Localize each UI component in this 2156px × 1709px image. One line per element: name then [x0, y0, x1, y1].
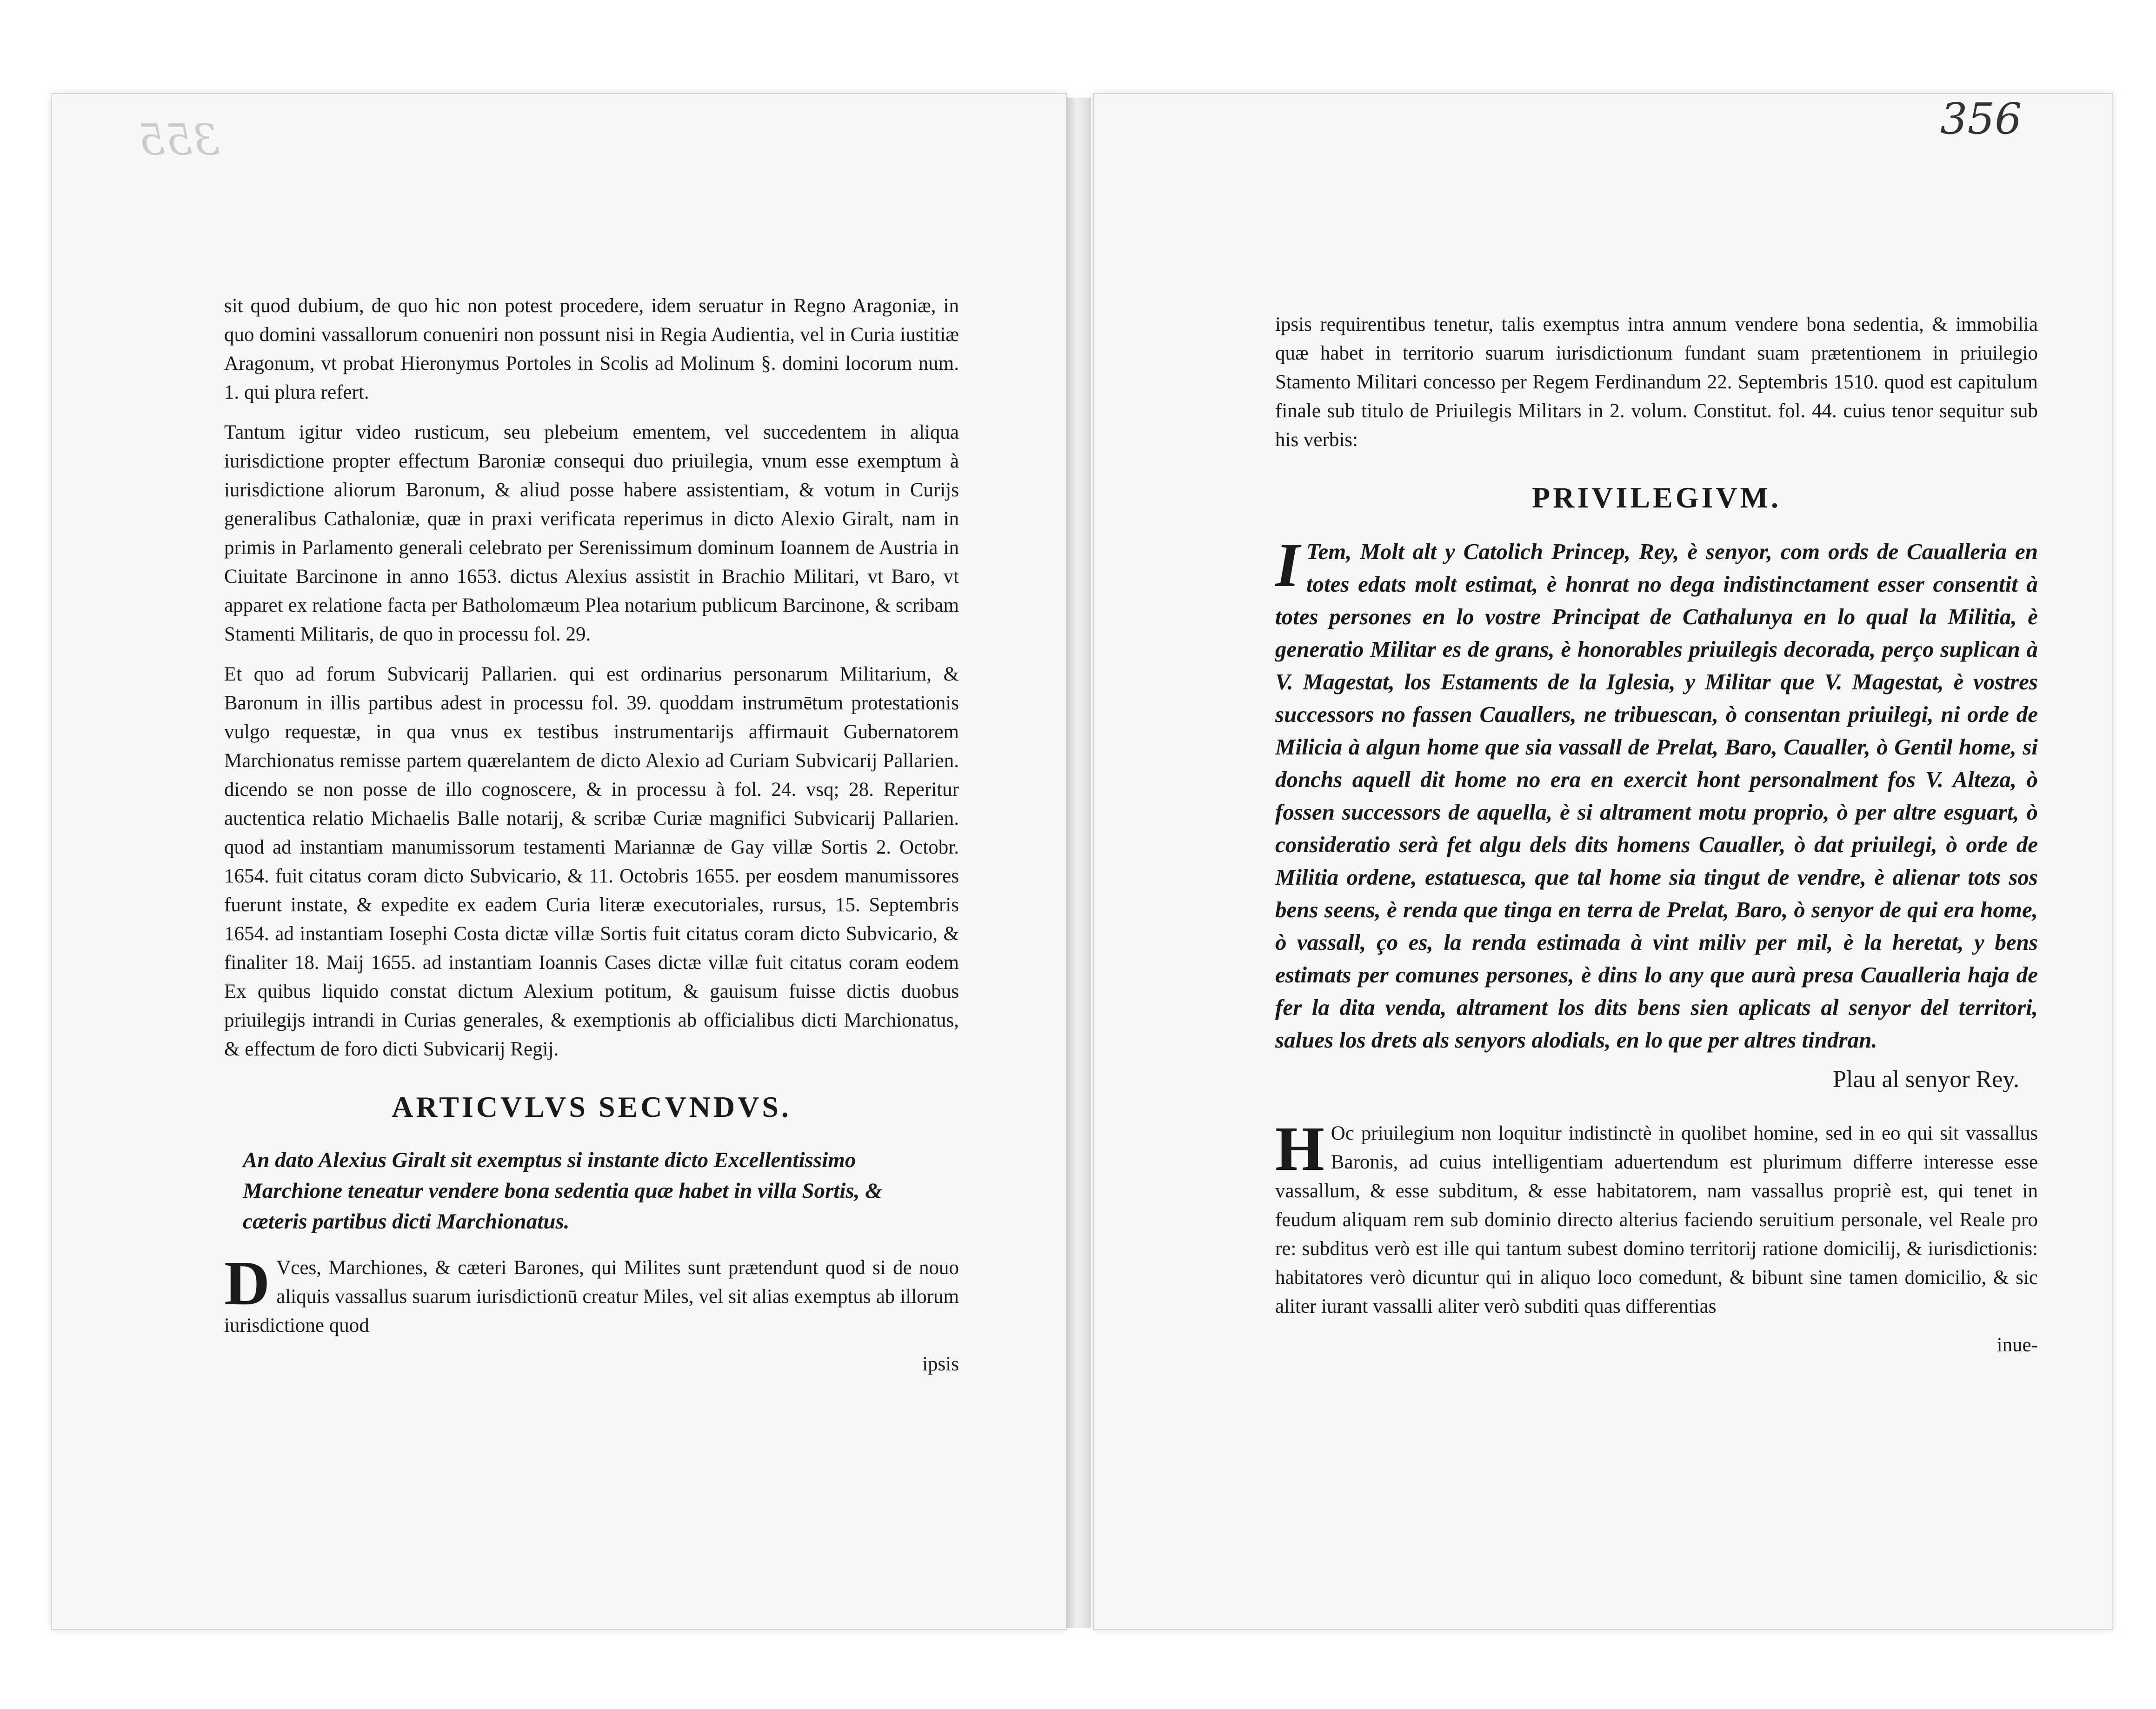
dropcap-h: H	[1275, 1114, 1324, 1184]
privilege-text	[1275, 530, 2038, 1056]
left-text-column	[224, 292, 959, 1377]
commentary-paragraph	[1275, 1114, 2038, 1321]
left-paragraph-1: sit quod dubium, de quo hic non potest procedere, idem seruatur in Regno Aragoniæ, in quo domini vassallorum conueniri non possunt nisi in Regia Audientia, vel in Curia iustitiæ Aragonum, vt probat Hieronymus Portoles in Scolis ad Molinum §. domini locorum num. 1. qui plura refert.	[224, 295, 959, 403]
right-intro-paragraph: ipsis requirentibus tenetur, talis exemptus intra annum vendere bona sedentia, & immobilia quæ habet in territorio suarum iurisdictionum fundant suam prætentionem in priuilegio Stamento Militari concesso per Regem Ferdinandum 22. Septembris 1510. quod est capitulum finale sub titulo de Priuilegis Militars in 2. volum. Constitut. fol. 44. cuius tenor sequitur sub his verbis:	[1275, 314, 2038, 451]
commentary-text: Oc priuilegium non loquitur indistinctè in quolibet homine, sed in eo qui sit vassallus Baronis, ad cuius intelligentiam aduertendum est plurimum differre interesse esse vassallum, & esse subditum, & esse habitatorem, nam vassallus propriè est, qui tenet in feudum aliquam rem sub dominio directo alterius faciendo seruitium personale, vel Reale pro re: subditus verò est ille qui tantum subest domino territorij ratione domicilij, & iurisdictionis: habitatores verò dicuntur qui in aliquo loco comedunt, & bibunt sine tamen domicilio, & sic aliter iurant vassalli aliter verò subditi quas differentias	[1275, 1122, 2038, 1317]
royal-assent: Plau al senyor Rey.	[1833, 1066, 2019, 1093]
left-final-text: Vces, Marchiones, & cæteri Barones, qui Milites sunt prætendunt quod si de nouo aliquis vassallus suarum iurisdictionū creatur Miles, vel sit alias exemptus ab illorum iurisdictione quod	[224, 1257, 959, 1336]
article-heading: ARTICVLVS SECVNDVS.	[392, 1090, 792, 1123]
left-catchword: ipsis	[922, 1353, 959, 1375]
right-catchword: inue-	[1996, 1334, 2038, 1356]
article-question: An dato Alexius Giralt sit exemptus si instante dicto Excellentissimo Marchione teneatur vendere bona sedentia quæ habet in villa Sortis, & cæteris partibus dicti Marchionatus.	[243, 1148, 882, 1234]
book-spine	[1067, 98, 1091, 1628]
dropcap-d: D	[224, 1248, 270, 1318]
privilege-body: Tem, Molt alt y Catolich Princep, Rey, è senyor, com ords de Caualleria en totes edats molt estimat, è honrat no dega indistinctament esser consentit à totes persones en lo vostre Principat de Cathalunya en lo qual la Militia, è generatio Militar es de grans, è honorables priuilegis decorada, perço suplican à V. Magestat, los Estaments de la Iglesia, y Militar que V. Magestat, è vostres successors no fassen Cauallers, ne tribuescan, ò consentan priuilegi, ni orde de Milicia à algun home que sia vassall de Prelat, Baro, Caualler, ò Gentil home, si donchs aquell dit home no era en exercit hont personalment fos V. Alteza, ò fossen successors de aquella, è si altrament motu proprio, ò per altre esguart, ò consideratio serà fet algu dels dits homens Caualler, ò dat priuilegi, ò orde de Militia ordene, estatuesca, que tal home sia tingut de vendre, è alienar tots sos bens seens, è renda que tinga en terra de Prelat, Baro, ò senyor de qui era home, ò vassall, ço es, la renda estimada à vint miliv per mil, è la heretat, y bens estimats per comunes persones, è dins lo any que aurà presa Caualleria haja de fer la dita venda, altrament los dits bens sien aplicats al senyor del territori, salues los drets als senyors alodials, en lo que per altres tindran.	[1275, 539, 2038, 1053]
right-text-column	[1275, 310, 2038, 1358]
left-page	[51, 93, 1067, 1630]
dropcap-i: I	[1275, 530, 1300, 600]
privilege-heading: PRIVILEGIVM.	[1531, 481, 1782, 514]
folio-number-left: 355	[138, 115, 220, 165]
left-final-paragraph	[224, 1248, 959, 1340]
left-paragraph-3: Et quo ad forum Subvicarij Pallarien. qui est ordinarius personarum Militarium, & Baronum in illis partibus adest in processu fol. 39. quoddam instrumētum protestationis vulgo requestæ, in qua vnus ex testibus instrumentarijs affirmauit Gubernatorem Marchionatus remisse partem quærelantem de dicto Alexio ad Curiam Subvicarij Pallarien. dicendo se non posse de illo cognoscere, & in processu à fol. 24. vsq; 28. Reperitur auctentica relatio Michaelis Balle notarij, & scribæ Curiæ magnifici Subvicarij Pallarien. quod ad instantiam manumissorum testamenti Mariannæ de Gay villæ Sortis 2. Octobr. 1654. fuit citatus coram dicto Subvicario, & 11. Octobris 1655. per eosdem manumissores fuerunt instate, & expedite ex eadem Curia literæ executoriales, rursus, 15. Septembris 1654. ad instantiam Iosephi Costa dictæ villæ Sortis fuit citatus coram dicto Subvicario, & finaliter 18. Maij 1655. ad instantiam Ioannis Cases dictæ villæ fuit citatus coram eodem Ex quibus liquido constat dictum Alexium potitum, & gauisum fuisse dictis duobus priuilegijs intrandi in Curias generales, & exemptionis ab officialibus dicti Marchionatus, & effectum de foro dicti Subvicarij Regij.	[224, 663, 959, 1060]
left-paragraph-2: Tantum igitur video rusticum, seu plebeium ementem, vel succedentem in aliqua iurisdictione propter effectum Baroniæ consequi duo priuilegia, vnum esse exemptum à iurisdictione aliorum Baronum, & aliud posse habere assistentiam, & votum in Curijs generalibus Cathaloniæ, quæ in praxi verificata reperimus in dicto Alexio Giralt, nam in primis in Parlamento generali celebrato per Serenissimum dominum Ioannem de Austria in Ciuitate Barcinone in anno 1653. dictus Alexius assistit in Brachio Militari, vt Baro, vt apparet ex relatione facta per Batholomæum Plea notarium publicum Barcinone, & scribam Stamenti Militaris, de quo in processu fol. 29.	[224, 421, 959, 645]
right-page	[1093, 93, 2113, 1630]
folio-number-right: 356	[1940, 94, 2022, 144]
